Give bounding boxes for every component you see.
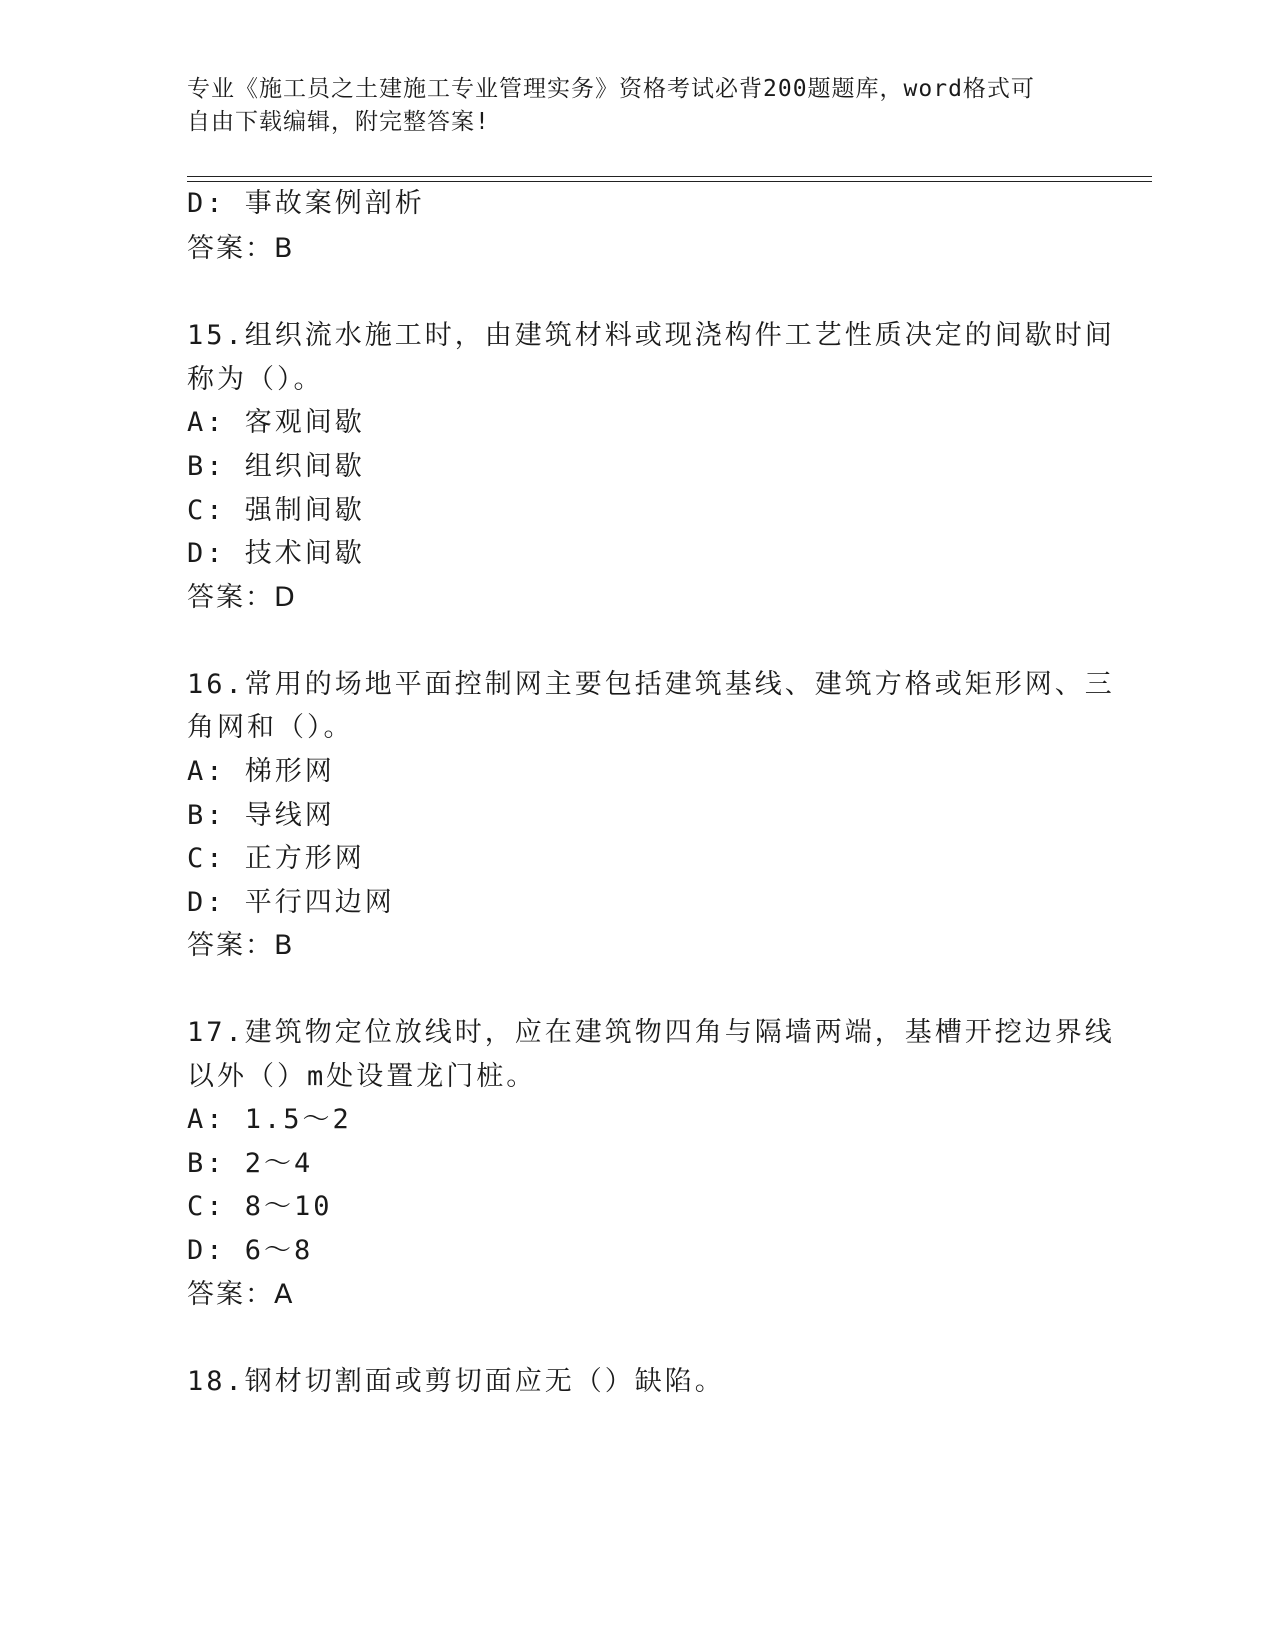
q15-option-c: C: 强制间歇 bbox=[187, 495, 365, 526]
q16-option-b: B: 导线网 bbox=[187, 800, 335, 831]
q17-stem-line-2: 以外（）m处设置龙门桩。 bbox=[187, 1061, 537, 1092]
q16-stem-line-1: 16.常用的场地平面控制网主要包括建筑基线、建筑方格或矩形网、三 bbox=[187, 669, 1115, 700]
q15-option-b: B: 组织间歇 bbox=[187, 451, 365, 482]
q16-stem-line-2: 角网和（）。 bbox=[187, 712, 354, 743]
q16-answer: 答案：B bbox=[187, 930, 295, 961]
header-line-1: 专业《施工员之土建施工专业管理实务》资格考试必背200题题库，word格式可 bbox=[187, 76, 1035, 102]
q15-stem-line-2: 称为（）。 bbox=[187, 364, 324, 395]
document-header bbox=[187, 73, 1067, 139]
header-rule-bottom bbox=[187, 181, 1152, 182]
q18-stem-line-1: 18.钢材切割面或剪切面应无（）缺陷。 bbox=[187, 1366, 725, 1397]
q17-stem-line-1: 17.建筑物定位放线时，应在建筑物四角与隔墙两端，基槽开挖边界线 bbox=[187, 1017, 1115, 1048]
q15-answer: 答案：D bbox=[187, 582, 297, 613]
q17-option-b: B: 2～4 bbox=[187, 1148, 314, 1179]
q16-option-c: C: 正方形网 bbox=[187, 843, 365, 874]
header-rule-top bbox=[187, 176, 1152, 177]
q17-option-a: A: 1.5～2 bbox=[187, 1104, 352, 1135]
q17-option-d: D: 6～8 bbox=[187, 1235, 314, 1266]
header-line-2: 自由下载编辑，附完整答案! bbox=[187, 109, 490, 135]
q16-option-a: A: 梯形网 bbox=[187, 756, 335, 787]
q15-stem-line-1: 15.组织流水施工时，由建筑材料或现浇构件工艺性质决定的间歇时间 bbox=[187, 320, 1115, 351]
q15-option-a: A: 客观间歇 bbox=[187, 407, 365, 438]
prev-answer: 答案：B bbox=[187, 233, 295, 264]
q17-answer: 答案：A bbox=[187, 1279, 295, 1310]
q17-option-c: C: 8～10 bbox=[187, 1191, 333, 1222]
prev-option-d: D: 事故案例剖析 bbox=[187, 188, 425, 219]
q16-option-d: D: 平行四边网 bbox=[187, 887, 395, 918]
q15-option-d: D: 技术间歇 bbox=[187, 538, 365, 569]
